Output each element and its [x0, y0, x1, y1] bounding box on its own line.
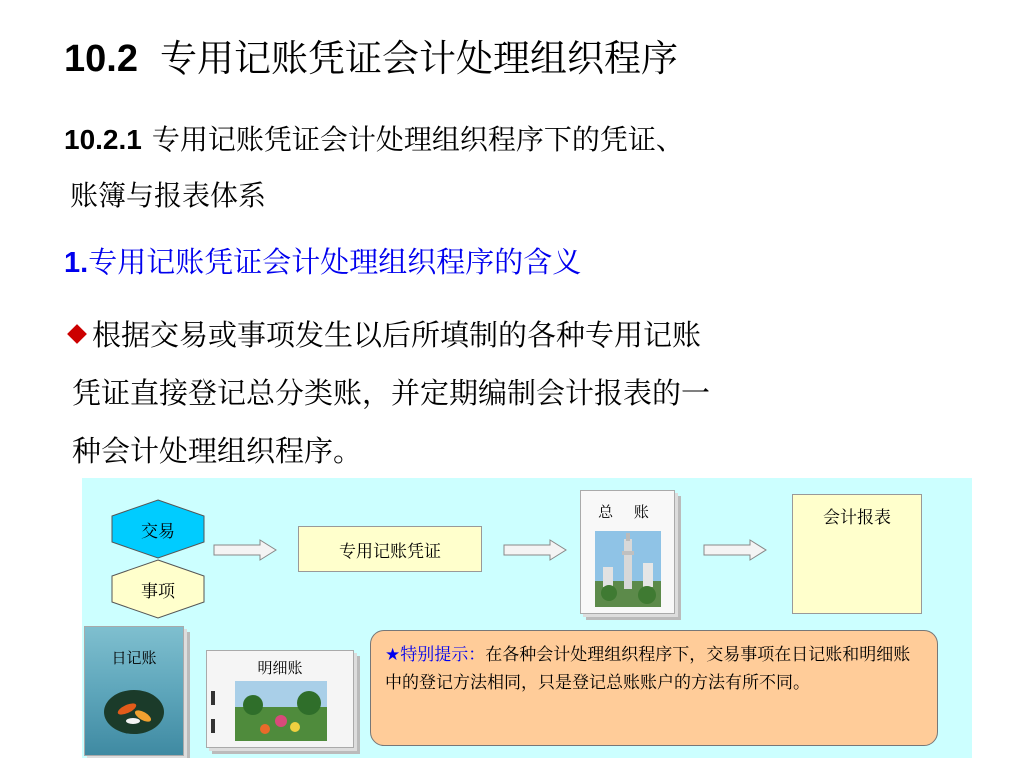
- star-icon: ★: [385, 645, 401, 665]
- accounting-report-box: [792, 494, 922, 614]
- detail-ledger-book: [206, 650, 354, 748]
- detail-ledger-label: 明细账: [257, 659, 303, 677]
- definition-paragraph: [64, 306, 964, 480]
- binding-mark-icon: [211, 691, 215, 705]
- point-number: 1.: [64, 247, 89, 279]
- general-ledger-book: [580, 490, 675, 614]
- note-text: 在各种会计处理组织程序下，交易事项在日记账和明细账中的登记方法相同，只是登记总账账户的方法有所不同。: [385, 645, 911, 693]
- journal-label: 日记账: [111, 649, 157, 667]
- title-number: 10.2: [64, 38, 138, 80]
- event-hexagon: [110, 558, 206, 620]
- process-diagram: [82, 478, 972, 758]
- page-title: [64, 28, 678, 82]
- koi-fish-photo-icon: [103, 689, 165, 735]
- binding-mark-icon: [211, 719, 215, 733]
- definition-line-3: 种会计处理组织程序。: [72, 434, 363, 468]
- point-heading: [64, 240, 581, 281]
- definition-line-2: 凭证直接登记总分类账，并定期编制会计报表的一: [72, 376, 711, 410]
- arrow-right-icon: [702, 538, 768, 562]
- definition-text-1: 根据交易或事项发生以后所填制的各种专用记账: [92, 318, 702, 352]
- subsection-heading: [64, 112, 964, 224]
- subsection-text-line2: 账簿与报表体系: [70, 179, 267, 212]
- garden-photo-icon: [235, 681, 327, 741]
- transaction-hexagon: [110, 498, 206, 560]
- special-voucher-box: [298, 526, 482, 572]
- event-label: 事项: [141, 581, 175, 602]
- special-note-box: [370, 630, 938, 746]
- tower-photo-icon: [595, 531, 661, 607]
- accounting-report-label: 会计报表: [823, 508, 891, 528]
- general-ledger-label: 总 账: [598, 503, 657, 521]
- arrow-right-icon: [502, 538, 568, 562]
- note-highlight: 特别提示：: [400, 645, 486, 665]
- subsection-number: 10.2.1: [64, 124, 142, 155]
- point-text: 专用记账凭证会计处理组织程序的含义: [88, 245, 582, 279]
- special-voucher-label: 专用记账凭证: [339, 541, 441, 562]
- definition-line-1: [64, 306, 964, 364]
- journal-book: [84, 626, 184, 756]
- diamond-bullet-icon: [67, 324, 87, 344]
- transaction-label: 交易: [141, 521, 175, 542]
- arrow-right-icon: [212, 538, 278, 562]
- subsection-text-line1: 专用记账凭证会计处理组织程序下的凭证、: [151, 123, 684, 156]
- title-text: 专用记账凭证会计处理组织程序: [159, 37, 678, 80]
